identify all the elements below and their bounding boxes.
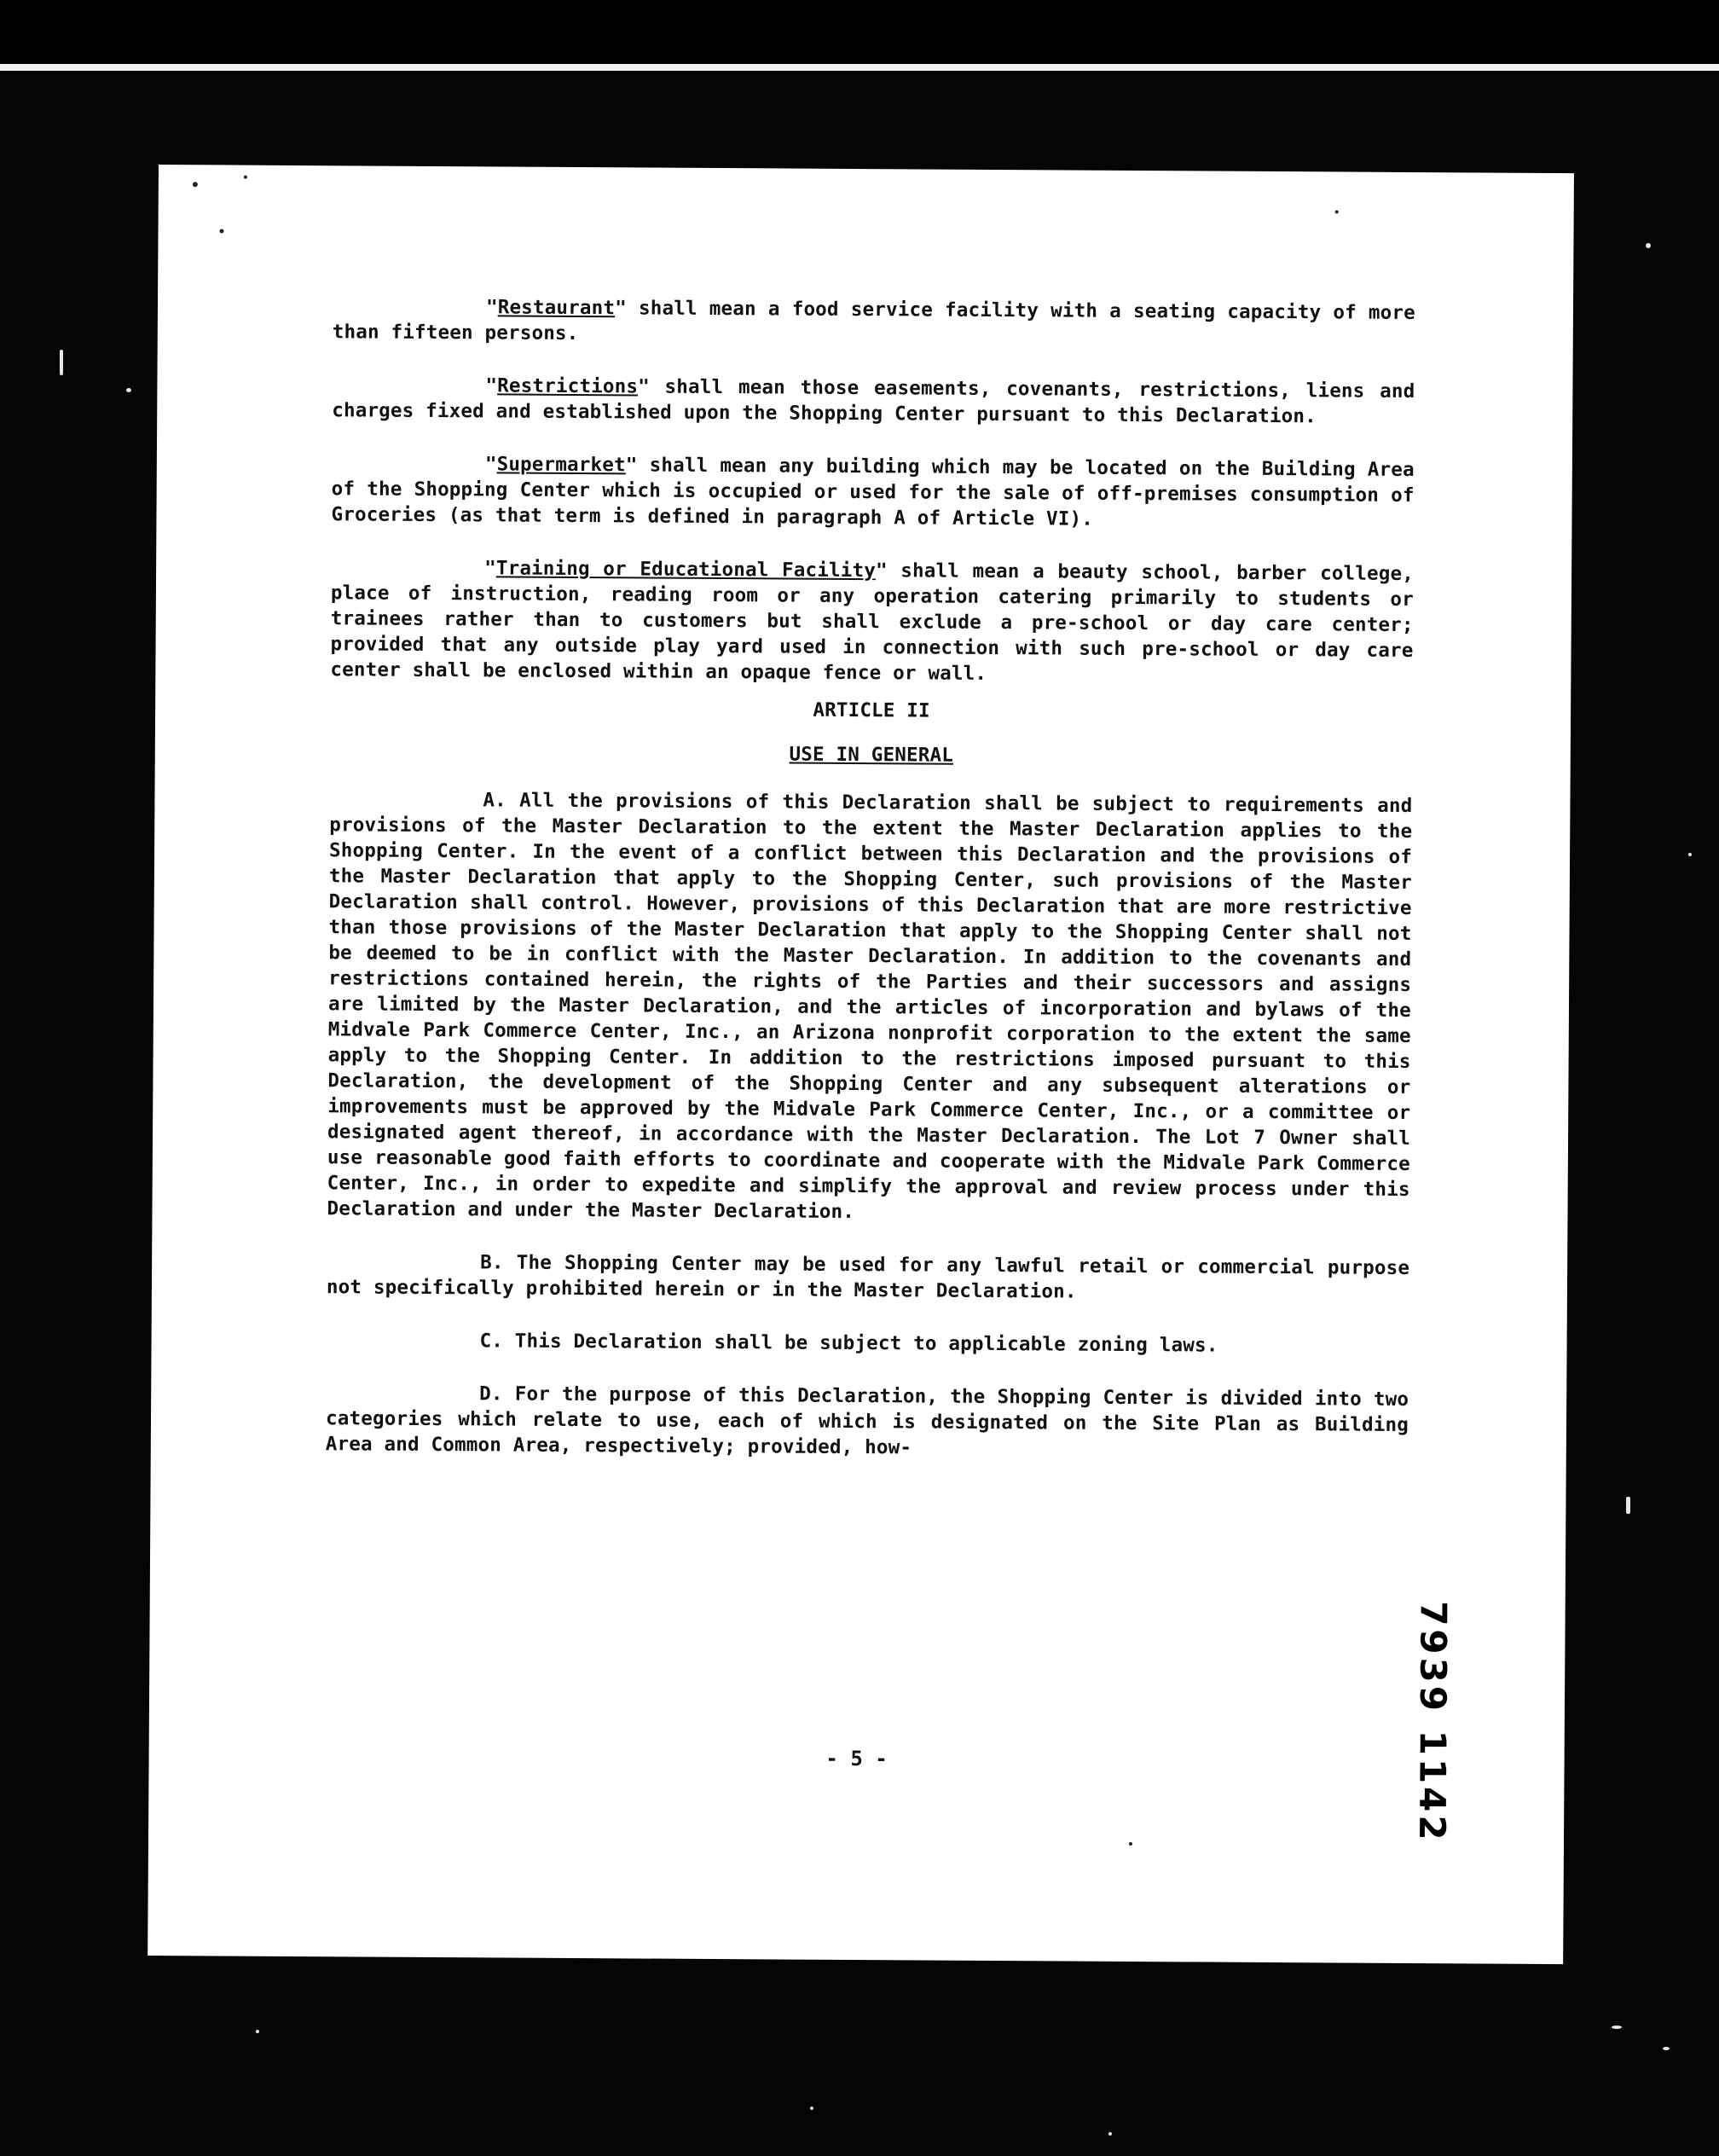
defined-term: Restaurant: [497, 296, 616, 320]
article-heading: ARTICLE II: [813, 698, 930, 722]
scan-top-border: [0, 0, 1719, 64]
defined-term: Supermarket: [496, 453, 626, 477]
definition-text: shall mean a beauty school, barber college, place of instruction, reading room or any operation catering primarily to students or trainees rather than to customers but shall exclude a pre-school or day care center; provided that any outside play yard used in connection with such pre-school or day care center shall be enclosed within an opaque fence or wall.: [330, 559, 1415, 685]
paragraph-d: D. For the purpose of this Declaration, the Shopping Center is divided into two categories which relate to use, each of which is designated on the Site Plan as Building Area and Common Area, respectively; provided, how-: [325, 1382, 1409, 1459]
defined-term: Training or Educational Facility: [495, 557, 877, 582]
definition-training-facility: "Training or Educational Facility" shall mean a beauty school, barber college, place of instruction, reading room or any operation catering primarily to students or trainees rather than to customers but shall exclude a pre-school or day care center; provided that any outside play yard used in connection with such pre-school or day care center shall be enclosed within an opaque fence or wall.: [330, 557, 1415, 685]
scan-top-rule: [0, 64, 1719, 71]
scan-speck: [244, 176, 247, 179]
paragraph-b: B. The Shopping Center may be used for any lawful retail or commercial purpose not specifically prohibited herein or in the Master Declaration.: [326, 1251, 1410, 1303]
definition-text: shall mean any building which may be located on the Building Area of the Shopping Center which is occupied or used for the sale of off-premises consumption of Groceries (as that term is defined in paragraph A of Article VI).: [331, 454, 1415, 530]
scan-speck: [220, 229, 224, 233]
scan-speck: [60, 350, 63, 375]
paragraph-a: A. All the provisions of this Declaration shall be subject to requirements and provisions of the Master Declaration to the extent the Master Declaration applies to the Shopping Center. In the event of a conflict between this Declaration and the provisions of the Master Declaration that apply to the Shopping Center, such provisions of the Master Declaration shall control. However, provisions of this Declaration that are more restrictive than those provisions of the Master Declaration that apply to the Shopping Center shall not be deemed to be in conflict with the Master Declaration. In addition to the covenants and restrictions contained herein, the rights of the Parties and their successors and assigns are limited by the Master Declaration, and the articles of incorporation and bylaws of the Midvale Park Commerce Center, Inc., an Arizona nonprofit corporation to the extent the same apply to the Shopping Center. In addition to the restrictions imposed pursuant to this Declaration, the development of the Shopping Center and any subsequent alterations or improvements must be approved by the Midvale Park Commerce Center, Inc., or a committee or designated agent thereof, in accordance with the Master Declaration. The Lot 7 Owner shall use reasonable good faith efforts to coordinate and cooperate with the Midvale Park Commerce Center, Inc., in order to expedite and simplify the approval and review process under this Declaration and under the Master Declaration.: [327, 789, 1413, 1224]
scan-speck: [1688, 853, 1692, 856]
scan-speck: [126, 388, 131, 392]
definition-restaurant: "Restaurant" shall mean a food service facility with a seating capacity of more than fifteen persons.: [332, 296, 1416, 345]
scan-speck: [193, 182, 198, 187]
definition-text: shall mean those easements, covenants, restrictions, liens and charges fixed and established upon the Shopping Center pursuant to this Declaration.: [332, 375, 1415, 428]
scan-speck: [1663, 2047, 1670, 2050]
article-subheading: USE IN GENERAL: [789, 743, 954, 767]
scan-speck: [1646, 243, 1651, 248]
document-page: [148, 165, 1574, 1964]
definition-restrictions: "Restrictions" shall mean those easements, covenants, restrictions, liens and charges fixed and established upon the Shopping Center pursuant to this Declaration.: [332, 374, 1415, 428]
scan-speck: [1335, 210, 1339, 213]
defined-term: Restrictions: [497, 374, 639, 398]
scan-speck: [1129, 1842, 1132, 1846]
paragraph-c: C. This Declaration shall be subject to applicable zoning laws.: [479, 1330, 1218, 1357]
page-number: - 5 -: [825, 1746, 888, 1771]
document-body: [326, 293, 1416, 1491]
definition-supermarket: "Supermarket" shall mean any building which may be located on the Building Area of the Shopping Center which is occupied or used for the sale of off-premises consumption of Groceries (as that term is defined in paragraph A of Article VI).: [331, 453, 1415, 530]
scan-speck: [1626, 1497, 1630, 1514]
scan-speck: [810, 2107, 813, 2110]
definition-text: shall mean a food service facility with a seating capacity of more than fifteen persons.: [332, 297, 1416, 345]
docket-number: 7939 1142: [1411, 1601, 1455, 1844]
scan-speck: [256, 2030, 259, 2033]
scan-speck: [1108, 2132, 1112, 2136]
scan-speck: [1612, 2026, 1622, 2029]
